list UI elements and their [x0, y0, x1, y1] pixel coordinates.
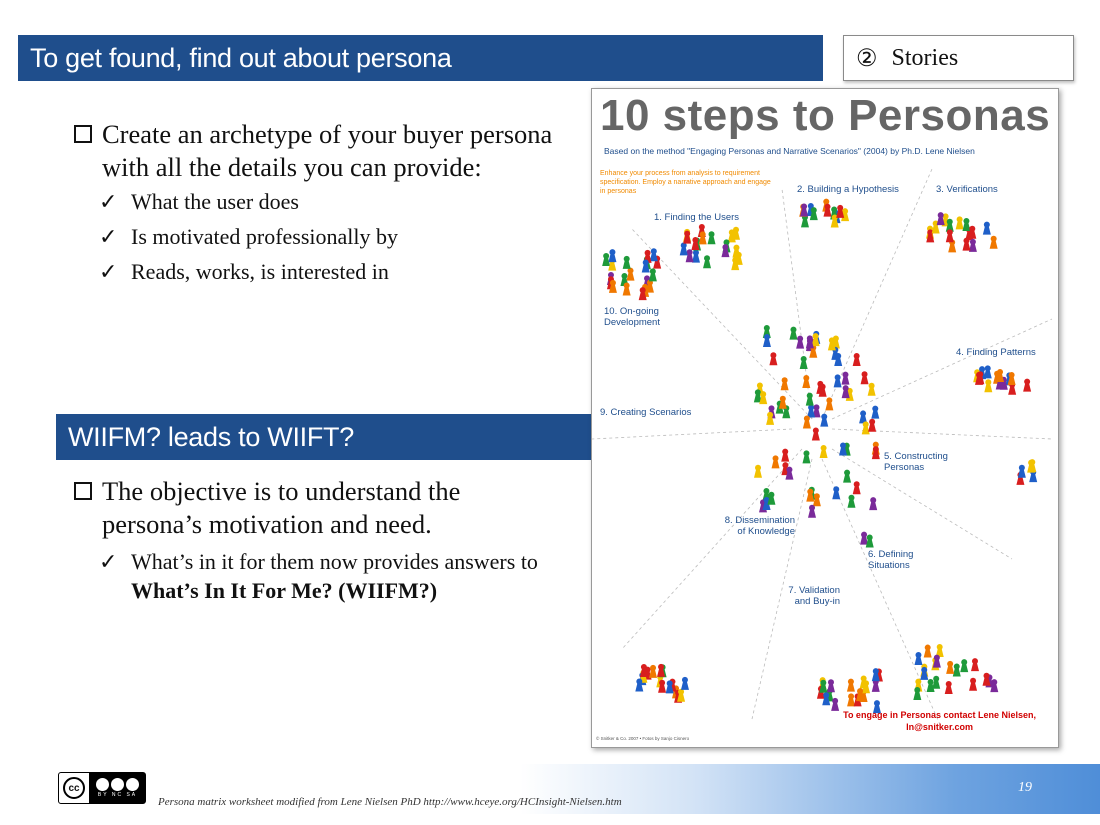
pawn-body — [1008, 387, 1016, 395]
pawn-head — [807, 335, 813, 341]
pawn-head — [640, 287, 646, 293]
pawn-body — [808, 510, 816, 518]
pawn-head — [641, 664, 647, 670]
pawn-body — [1016, 477, 1024, 485]
pawn-head — [768, 492, 774, 498]
wiifm-heading-bar — [56, 414, 596, 460]
pawn-head — [825, 204, 831, 210]
pawn-body — [800, 361, 808, 369]
poster-contact-line1: To engage in Personas contact Lene Nielsen, — [843, 710, 1036, 720]
pawn-head — [857, 688, 863, 694]
pawn-head — [684, 231, 690, 237]
pawn-body — [781, 382, 789, 390]
checkmark-icon: ✓ — [99, 549, 118, 574]
pawn-body — [802, 455, 810, 463]
pawn-body — [803, 421, 811, 429]
poster-title: 10 steps to Personas — [600, 91, 1051, 140]
pawn-head — [854, 481, 860, 487]
pawn-body — [802, 380, 810, 388]
pawn-body — [653, 261, 661, 269]
pawn-head — [826, 397, 832, 403]
pawn-body — [627, 273, 635, 281]
pawn-body — [825, 402, 833, 410]
cc-terms-icons — [96, 778, 139, 791]
pawn-head — [957, 216, 963, 222]
pawn-body — [649, 670, 657, 678]
pawn-head — [963, 238, 969, 244]
checkmark-icon: ✓ — [99, 189, 118, 214]
pawn-body — [820, 419, 828, 427]
stories-label: Stories — [891, 44, 959, 71]
cc-license-label: BY NC SA — [97, 792, 138, 798]
pawn-body — [853, 486, 861, 494]
pawn-head — [624, 282, 630, 288]
bullet-item — [74, 118, 564, 184]
pawn-body — [946, 234, 954, 242]
pawn-head — [848, 693, 854, 699]
sub-bullet-text: What the user does — [131, 189, 299, 214]
pawn-body — [782, 410, 790, 418]
pawn-body — [834, 379, 842, 387]
pawn-head — [835, 374, 841, 380]
by-icon — [96, 778, 109, 791]
pawn-body — [820, 450, 828, 458]
pawn-body — [948, 244, 956, 252]
pawn-head — [820, 680, 826, 686]
pawn-head — [862, 371, 868, 377]
poster-subtitle: Based on the method "Engaging Personas and Narrative Scenarios" (2004) by Ph.D. Lene Nielsen — [604, 146, 975, 156]
pawn-head — [757, 382, 763, 388]
pawn-head — [821, 445, 827, 451]
pawn-head — [803, 375, 809, 381]
pawn-head — [925, 645, 931, 651]
pawn-head — [869, 383, 875, 389]
pawn-figures — [602, 199, 1037, 714]
footer-source-text: Persona matrix worksheet modified from Lene Nielsen PhD http://www.hceye.org/HCInsight-Nielsen.htm — [158, 796, 622, 808]
pawn-head — [643, 259, 649, 265]
pawn-body — [984, 384, 992, 392]
pawn-head — [790, 327, 796, 333]
wiifm-heading: WIIFM? leads to WIIFT? — [68, 421, 354, 452]
pawn-head — [636, 679, 642, 685]
pawn-head — [828, 679, 834, 685]
pawn-head — [692, 237, 698, 243]
pawn-body — [608, 254, 616, 262]
pawn-head — [985, 365, 991, 371]
pawn-body — [971, 663, 979, 671]
pawn-head — [915, 652, 921, 658]
pawn-head — [817, 381, 823, 387]
cc-terms — [90, 773, 145, 803]
pawn-head — [961, 659, 967, 665]
pawn-head — [807, 393, 813, 399]
pawn-head — [823, 692, 829, 698]
pawn-head — [650, 268, 656, 274]
pawn-head — [764, 334, 770, 340]
pawn-head — [658, 664, 664, 670]
pawn-body — [806, 398, 814, 406]
pawn-head — [650, 665, 656, 671]
pawn-body — [680, 247, 688, 255]
pawn-body — [872, 684, 880, 692]
pawn-head — [811, 207, 817, 213]
poster-step-3: 3. Verifications — [936, 184, 998, 195]
pawn-body — [990, 241, 998, 249]
pawn-body — [843, 475, 851, 483]
pawn-head — [736, 252, 742, 258]
sub-bullet-item — [99, 254, 564, 289]
pawn-head — [972, 658, 978, 664]
pawn-head — [914, 687, 920, 693]
pawn-body — [914, 657, 922, 665]
pawn-head — [763, 488, 769, 494]
pawn-body — [681, 682, 689, 690]
pawn-head — [963, 218, 969, 224]
pawn-head — [867, 534, 873, 540]
pawn-body — [868, 424, 876, 432]
pawn-head — [977, 371, 983, 377]
poster-step-1: 1. Finding the Users — [654, 212, 740, 223]
poster-step-6: 6. Defining Situations — [868, 549, 914, 571]
pawn-body — [946, 666, 954, 674]
pawn-head — [921, 667, 927, 673]
pawn-head — [813, 333, 819, 339]
pawn-head — [803, 450, 809, 456]
pawn-head — [837, 205, 843, 211]
sub-bullet-item — [99, 547, 554, 605]
pawn-body — [969, 683, 977, 691]
sub-bullet-item — [99, 184, 564, 219]
pawn-head — [833, 486, 839, 492]
pawn-body — [703, 260, 711, 268]
pawn-head — [797, 336, 803, 342]
poster-step-2: 2. Building a Hypothesis — [797, 184, 899, 195]
pawn-body — [772, 460, 780, 468]
pawn-head — [801, 356, 807, 362]
sa-icon — [126, 778, 139, 791]
pawn-body — [699, 236, 707, 244]
pawn-head — [985, 379, 991, 385]
pawn-head — [621, 273, 627, 279]
pawn-head — [946, 681, 952, 687]
pawn-head — [687, 249, 693, 255]
pawn-body — [763, 339, 771, 347]
pawn-head — [969, 226, 975, 232]
pawn-head — [984, 673, 990, 679]
sub-bullet-text — [131, 547, 554, 605]
pawn-head — [848, 679, 854, 685]
pawn-head — [813, 428, 819, 434]
pawn-head — [937, 644, 943, 650]
pawn-body — [871, 411, 879, 419]
pawn-head — [863, 421, 869, 427]
pawn-head — [801, 204, 807, 210]
pawn-head — [938, 212, 944, 218]
pawn-body — [686, 254, 694, 262]
pawn-head — [1009, 372, 1015, 378]
poster-step-5: 5. Constructing Personas — [884, 451, 948, 473]
pawn-body — [861, 376, 869, 384]
pawn-body — [831, 703, 839, 711]
pawn-body — [796, 341, 804, 349]
pawn-body — [868, 388, 876, 396]
pawn-head — [870, 497, 876, 503]
pawn-head — [782, 462, 788, 468]
pawn-body — [1029, 474, 1037, 482]
checkbox-bullet-icon — [74, 125, 92, 143]
pawn-head — [782, 377, 788, 383]
pawn-head — [861, 532, 867, 538]
pawn-head — [835, 353, 841, 359]
pawn-body — [754, 470, 762, 478]
poster-step-7: 7. Validation and Buy-in — [788, 585, 840, 607]
pawn-head — [807, 489, 813, 495]
pawn-head — [809, 505, 815, 511]
pawn-head — [873, 668, 879, 674]
pawn-head — [770, 352, 776, 358]
pawn-head — [722, 244, 728, 250]
pawn-head — [782, 449, 788, 455]
pawn-head — [667, 680, 673, 686]
pawn-head — [693, 250, 699, 256]
pawn-body — [781, 454, 789, 462]
pawn-head — [970, 239, 976, 245]
pawn-head — [760, 391, 766, 397]
pawn-head — [780, 396, 786, 402]
pawn-head — [704, 255, 710, 261]
pawn-head — [831, 207, 837, 213]
pawn-body — [869, 502, 877, 510]
bullet-list-persona — [74, 118, 564, 289]
pawn-head — [624, 256, 630, 262]
pawn-head — [645, 250, 651, 256]
pawn-head — [659, 680, 665, 686]
cc-logo — [59, 773, 90, 803]
checkmark-icon: ✓ — [99, 224, 118, 249]
pawn-head — [603, 253, 609, 259]
pawn-head — [848, 495, 854, 501]
cc-license-badge — [58, 772, 146, 804]
pawn-body — [649, 273, 657, 281]
pawn-head — [682, 677, 688, 683]
pawn-head — [947, 219, 953, 225]
pawn-body — [962, 243, 970, 251]
slide-title: To get found, find out about persona — [30, 42, 452, 73]
poster-step-9: 9. Creating Scenarios — [600, 407, 692, 418]
sub-bullet-bold: What’s In It For Me? (WIIFM?) — [131, 578, 438, 603]
pawn-body — [983, 227, 991, 235]
pawn-head — [829, 337, 835, 343]
pawn-head — [733, 245, 739, 251]
pawn-head — [786, 467, 792, 473]
pawn-head — [823, 199, 829, 205]
pawn-body — [924, 650, 932, 658]
pawn-head — [842, 372, 848, 378]
pawn-body — [708, 236, 716, 244]
pawn-head — [755, 389, 761, 395]
pawn-head — [860, 410, 866, 416]
pawn-body — [960, 664, 968, 672]
pawn-head — [947, 229, 953, 235]
poster-credit: © Snitker & Co. 2007 • Fotos by Sanjo Cisnero — [596, 736, 690, 741]
poster-intro: Enhance your process from analysis to requirement specification. Employ a narrative approach and engage in personas — [600, 170, 771, 195]
pawn-body — [1018, 470, 1026, 478]
pawn-head — [991, 236, 997, 242]
poster-step-10: 10. On-going Development — [604, 306, 660, 328]
pawn-body — [945, 686, 953, 694]
pawn-body — [801, 219, 809, 227]
pawn-body — [650, 253, 658, 261]
personas-poster — [591, 88, 1059, 748]
pawn-head — [821, 414, 827, 420]
pawn-head — [1024, 379, 1030, 385]
pawn-body — [832, 491, 840, 499]
pawn-head — [1019, 465, 1025, 471]
pawn-body — [827, 684, 835, 692]
sub-bullet-text: Reads, works, is interested in — [131, 259, 389, 284]
slide-title-bar — [18, 35, 823, 81]
pawn-body — [623, 261, 631, 269]
pawn-head — [869, 419, 875, 425]
pawn-body — [853, 358, 861, 366]
pawn-body — [962, 223, 970, 231]
pawn-head — [997, 369, 1003, 375]
pawn-head — [947, 661, 953, 667]
sub-bullet-prefix: What’s in it for them now provides answers to — [131, 549, 538, 574]
page-number: 19 — [1018, 780, 1032, 795]
sub-bullet-item — [99, 219, 564, 254]
poster-step-4: 4. Finding Patterns — [956, 347, 1036, 358]
pawn-body — [953, 668, 961, 676]
pawn-head — [651, 248, 657, 254]
pawn-body — [932, 226, 940, 234]
pawn-head — [755, 465, 761, 471]
pawn-head — [767, 412, 773, 418]
pawn-head — [709, 231, 715, 237]
pawn-head — [954, 663, 960, 669]
pawn-head — [700, 231, 706, 237]
pawn-body — [789, 332, 797, 340]
pawn-head — [873, 446, 879, 452]
pawn-head — [872, 406, 878, 412]
pawn-body — [913, 692, 921, 700]
pawn-body — [847, 684, 855, 692]
pawn-head — [844, 470, 850, 476]
pawn-head — [933, 676, 939, 682]
pawn-head — [832, 698, 838, 704]
poster-contact — [843, 709, 1036, 733]
pawn-head — [970, 678, 976, 684]
pawn-head — [813, 404, 819, 410]
pawn-head — [814, 493, 820, 499]
pawn-head — [843, 385, 849, 391]
pawn-body — [841, 377, 849, 385]
pawn-head — [699, 224, 705, 230]
pawn-body — [956, 221, 964, 229]
bullet-item — [74, 475, 554, 541]
pawn-head — [861, 676, 867, 682]
bullet-list-wiifm — [74, 475, 554, 605]
pawn-body — [847, 698, 855, 706]
pawn-head — [733, 227, 739, 233]
stories-box — [843, 35, 1074, 81]
stories-number: ② — [856, 45, 878, 72]
pawn-body — [812, 433, 820, 441]
bullet-text: The objective is to understand the persona’s motivation and need. — [102, 476, 461, 539]
pawn-head — [773, 455, 779, 461]
pawn-head — [874, 700, 880, 706]
pawn-head — [609, 249, 615, 255]
pawn-head — [764, 325, 770, 331]
pawn-body — [769, 357, 777, 365]
pawn-head — [840, 442, 846, 448]
pawn-body — [683, 236, 691, 244]
sub-bullet-text: Is motivated professionally by — [131, 224, 399, 249]
checkmark-icon: ✓ — [99, 259, 118, 284]
poster-contact-email: ln@snitker.com — [906, 722, 973, 732]
poster-step-8: 8. Dissemination of Knowledge — [724, 515, 795, 537]
pawn-head — [984, 222, 990, 228]
nc-icon — [111, 778, 124, 791]
pawn-body — [1023, 384, 1031, 392]
pawn-head — [934, 655, 940, 661]
pawn-head — [1029, 459, 1035, 465]
checkbox-bullet-icon — [74, 482, 92, 500]
pawn-head — [768, 405, 774, 411]
pawn-head — [804, 416, 810, 422]
bullet-text: Create an archetype of your buyer persona with all the details you can provide: — [102, 119, 553, 182]
pawn-head — [854, 353, 860, 359]
pawn-head — [610, 280, 616, 286]
pawn-body — [847, 500, 855, 508]
pawn-head — [928, 679, 934, 685]
pawn-body — [623, 287, 631, 295]
cc-icon: cc — [63, 777, 85, 799]
pawn-body — [969, 244, 977, 252]
